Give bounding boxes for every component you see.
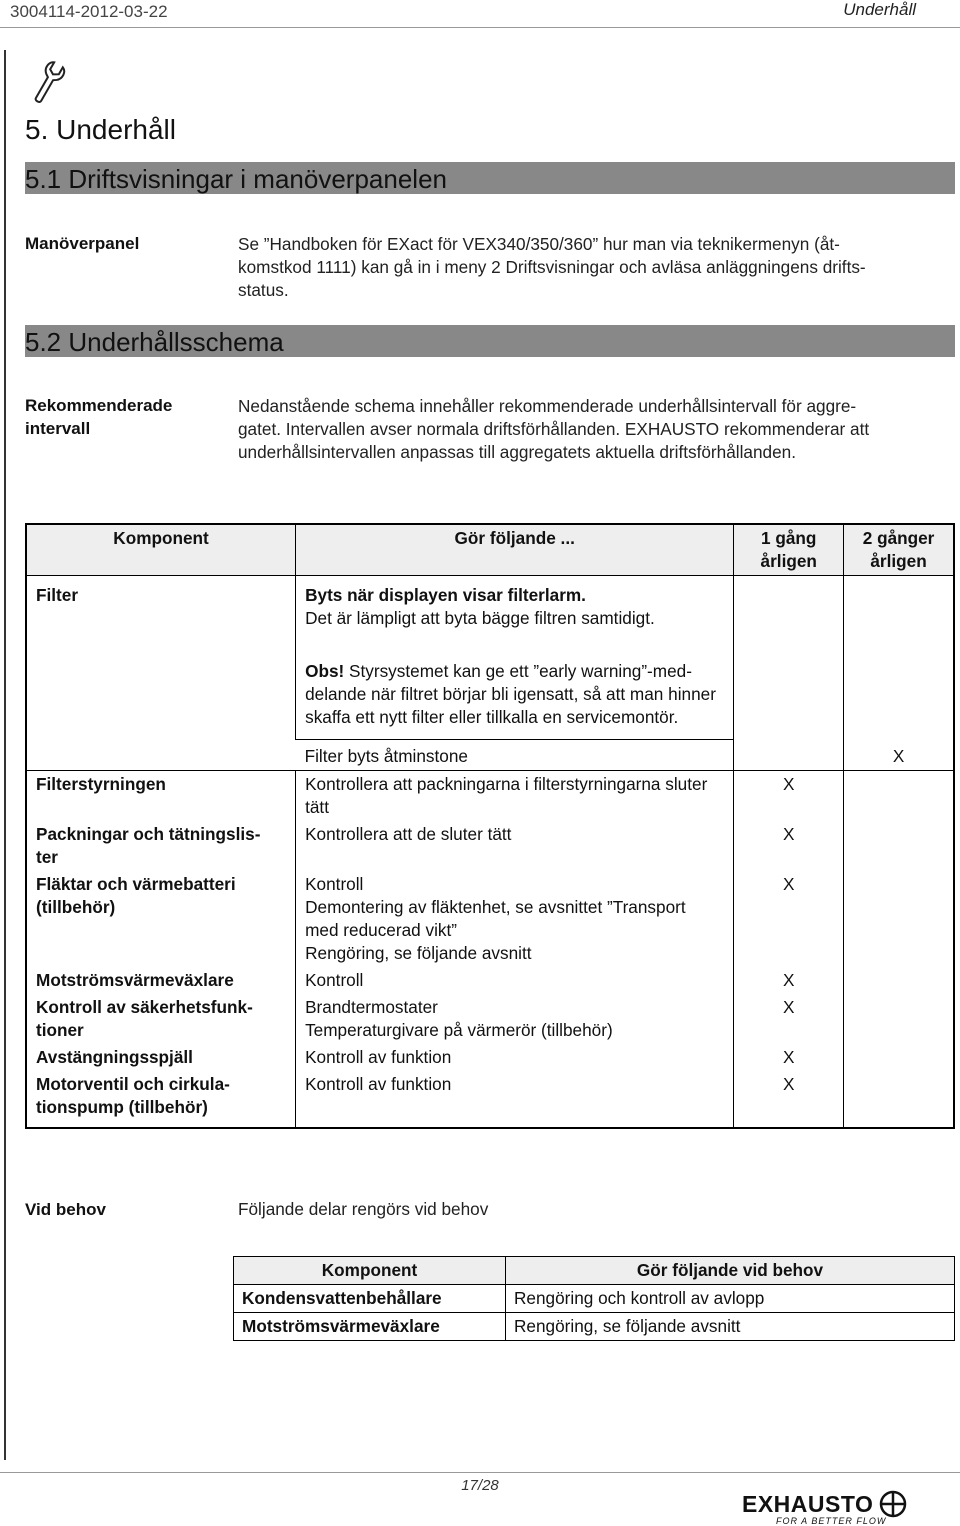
column-header-action: Gör följande vid behov (506, 1257, 955, 1285)
header-section: Underhåll (843, 0, 916, 19)
brand-name: EXHAUSTO (742, 1490, 874, 1517)
twice-cell (844, 576, 954, 740)
side-label: Vid behov (25, 1200, 106, 1219)
twice-mark (844, 967, 954, 994)
action-cell: Kontroll Demontering av fläktenhet, se avsnittet ”Transport med reducerad vikt” Rengöring, se följande avsnitt (296, 871, 734, 967)
as-needed-table (233, 1256, 955, 1341)
section-paragraph: Nedanstående schema innehåller rekommenderade underhållsintervall för aggre- gatet. Intervallen avser normala driftsförhållanden. EXHAUSTO rekommenderar att underhållsintervallen anpassas till aggregatets aktuella driftsförhållanden. (238, 396, 870, 462)
table-row (26, 994, 954, 1044)
table-row (26, 576, 954, 740)
once-cell (734, 576, 844, 740)
twice-mark (844, 821, 954, 871)
component-cell: Motströmsvärmeväxlare (234, 1313, 506, 1341)
component-cell: Packningar och tätningslis- ter (26, 821, 296, 871)
action-cell: Kontroll av funktion (296, 1071, 734, 1128)
action-cell: Filter byts åtminstone (296, 740, 734, 771)
header-rule (0, 27, 960, 28)
column-header-action: Gör följande ... (296, 524, 734, 576)
side-label: Rekommenderade intervall (25, 396, 173, 438)
component-cell: Filterstyrningen (26, 771, 296, 822)
component-cell: Fläktar och värmebatteri (tillbehör) (26, 871, 296, 967)
column-header-component: Komponent (26, 524, 296, 576)
once-mark: X (734, 967, 844, 994)
table-header-row (26, 524, 954, 576)
brand-tagline: FOR A BETTER FLOW (776, 1516, 887, 1526)
twice-mark (844, 994, 954, 1044)
table-row (26, 740, 954, 771)
action-cell: Byts när displayen visar filterlarm. Det är lämpligt att byta bägge filtren samtidigt. Obs! Styrsystemet kan ge ett ”early warning”-med- delande när filtret börjar bli igensatt, så att man hinner skaffa ett nytt filter eller tillkalla en servicemontör. (296, 576, 734, 740)
table-row (26, 871, 954, 967)
once-mark: X (734, 871, 844, 967)
twice-mark (844, 1044, 954, 1071)
fan-logo-icon (879, 1490, 907, 1518)
column-header-component: Komponent (234, 1257, 506, 1285)
side-label: Manöverpanel (25, 234, 140, 253)
action-cell: Kontroll av funktion (296, 1044, 734, 1071)
column-header-once: 1 gång årligen (734, 524, 844, 576)
twice-mark: X (892, 745, 905, 766)
once-mark: X (734, 771, 844, 822)
section-paragraph: Se ”Handboken för EXact för VEX340/350/360” hur man via teknikermenyn (åt- komstkod 1111) kan gå in i meny 2 Driftsvisningar och avläsa anläggningens drifts- status. (238, 234, 866, 300)
component-cell: Kontroll av säkerhetsfunk- tioner (26, 994, 296, 1044)
component-cell: Motorventil och cirkula- tionspump (tillbehör) (26, 1071, 296, 1128)
table-header-row (234, 1257, 955, 1285)
twice-mark (844, 771, 954, 822)
action-cell: Brandtermostater Temperaturgivare på värmerör (tillbehör) (296, 994, 734, 1044)
page-number: 17/28 (461, 1477, 499, 1494)
once-mark: X (734, 1071, 844, 1128)
column-header-twice: 2 gånger årligen (844, 524, 954, 576)
twice-mark (844, 1071, 954, 1128)
once-mark: X (734, 994, 844, 1044)
table-row (26, 1044, 954, 1071)
document-id: 3004114-2012-03-22 (10, 2, 168, 21)
action-cell: Kontrollera att de sluter tätt (296, 821, 734, 871)
action-cell: Kontroll (296, 967, 734, 994)
chapter-title: 5. Underhåll (25, 114, 176, 145)
brand-logo (742, 1490, 907, 1526)
action-cell: Rengöring och kontroll av avlopp (506, 1285, 955, 1313)
component-cell: Motströmsvärmeväxlare (26, 967, 296, 994)
table-row (26, 771, 954, 822)
action-cell: Rengöring, se följande avsnitt (506, 1313, 955, 1341)
once-mark: X (734, 821, 844, 871)
table-row (234, 1313, 955, 1341)
twice-mark (844, 871, 954, 967)
section-paragraph: Följande delar rengörs vid behov (238, 1199, 489, 1219)
obs-note: Obs! Styrsystemet kan ge ett ”early warning”-med- (305, 661, 692, 681)
action-cell: Kontrollera att packningarna i filterstyrningarna sluter tätt (296, 771, 734, 822)
once-mark: X (734, 1044, 844, 1071)
table-row (26, 967, 954, 994)
footer-rule (0, 1472, 960, 1473)
table-row (26, 1071, 954, 1128)
section-title-5-2: 5.2 Underhållsschema (25, 327, 284, 357)
component-cell: Filter (26, 576, 296, 740)
table-row (26, 821, 954, 871)
component-cell: Kondensvattenbehållare (234, 1285, 506, 1313)
component-cell: Avstängningsspjäll (26, 1044, 296, 1071)
section-title-5-1: 5.1 Driftsvisningar i manöverpanelen (25, 164, 447, 194)
maintenance-table (25, 523, 955, 1129)
margin-bar (4, 50, 6, 1460)
table-row (234, 1285, 955, 1313)
wrench-icon (30, 58, 66, 108)
